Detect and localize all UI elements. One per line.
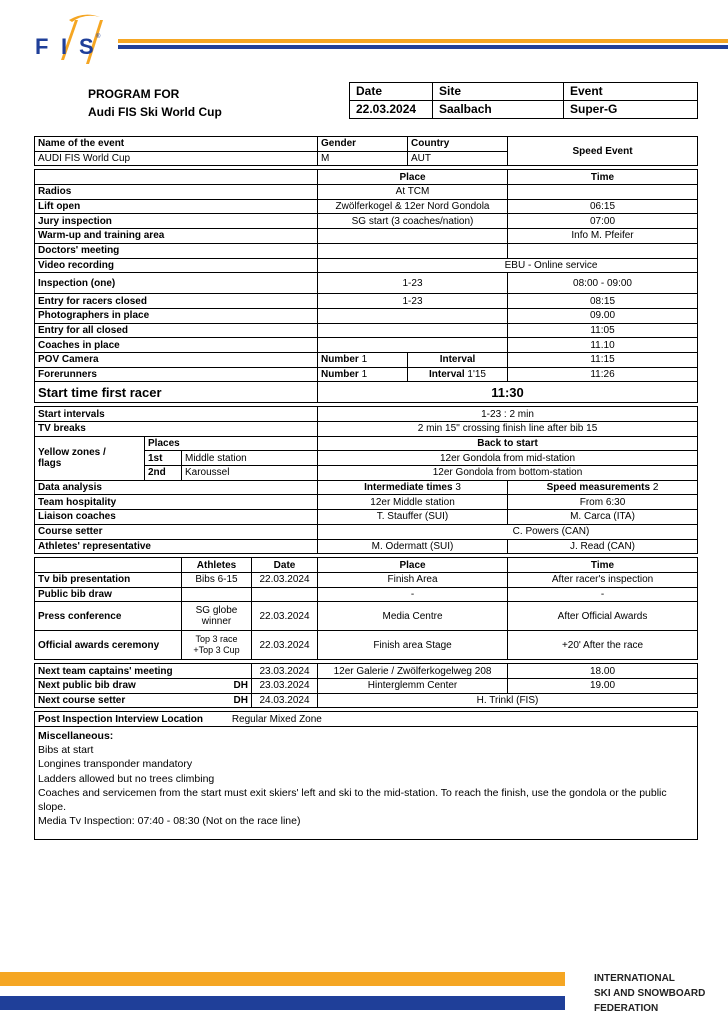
awards-place: Finish area Stage — [318, 631, 508, 660]
ceremony-label: Public bib draw — [35, 587, 182, 602]
press-place: Media Centre — [318, 602, 508, 631]
start-intervals-value: 1-23 : 2 min — [318, 407, 698, 422]
start-time-value: 11:30 — [318, 382, 698, 403]
schedule-time: 09.00 — [508, 308, 698, 323]
schedule-place — [318, 243, 508, 258]
next-setter-date: 24.03.2024 — [252, 693, 318, 708]
press-label: Press conference — [35, 602, 182, 631]
forerunners-row — [35, 367, 698, 382]
schedule-place — [318, 323, 508, 338]
post-inspection-label: Post Inspection Interview Location — [38, 713, 204, 725]
logo-letter-i: I — [61, 34, 68, 59]
yellow-zones-label: Yellow zones / flags — [35, 436, 145, 480]
schedule-label: Inspection (one) — [35, 273, 318, 294]
team-hospitality-place: 12er Middle station — [318, 495, 508, 510]
start-intervals-row — [35, 407, 698, 422]
ceremony-time-header: Time — [508, 558, 698, 573]
schedule-label: Doctors' meeting — [35, 243, 318, 258]
next-place: Hinterglemm Center — [318, 678, 508, 693]
forerunners-interval: Interval 1'15 — [408, 367, 508, 382]
zone-back: 12er Gondola from mid-station — [318, 451, 698, 466]
next-setter-label: Next course setter — [35, 693, 182, 708]
data-analysis-label: Data analysis — [35, 480, 318, 495]
misc-line: Coaches and servicemen from the start must exit skiers' left and ski to the mid-station. To reach the finish, use the gondola or the public slope. — [38, 786, 667, 814]
event-value: Super-G — [564, 101, 698, 119]
schedule-row — [35, 229, 698, 244]
gender-label: Gender — [318, 137, 408, 152]
press-athletes: SG globe winner — [182, 602, 252, 631]
misc-line: Ladders allowed but no trees climbing — [38, 772, 215, 785]
schedule-place — [318, 338, 508, 353]
pov-label: POV Camera — [35, 352, 318, 367]
time-header: Time — [508, 170, 698, 185]
awards-date: 22.03.2024 — [252, 631, 318, 660]
next-course-setter-row — [35, 693, 698, 708]
schedule-label: Photographers in place — [35, 308, 318, 323]
forerunners-number: Number 1 — [318, 367, 408, 382]
next-label: Next team captains' meeting — [35, 664, 182, 679]
ceremony-athletes: Bibs 6-15 — [182, 572, 252, 587]
schedule-place: Zwölferkogel & 12er Nord Gondola — [318, 199, 508, 214]
logo-letter-s: S — [79, 34, 94, 59]
video-value: EBU - Online service — [318, 258, 698, 273]
schedule-place — [318, 229, 508, 244]
schedule-row — [35, 323, 698, 338]
schedule-place: SG start (3 coaches/nation) — [318, 214, 508, 229]
awards-row — [35, 631, 698, 660]
header-stripe-blue — [118, 45, 728, 49]
tv-breaks-value: 2 min 15'' crossing finish line after bib 15 — [318, 422, 698, 437]
press-time: After Official Awards — [508, 602, 698, 631]
misc-line: Longines transponder mandatory — [38, 758, 193, 771]
back-to-start-label: Back to start — [318, 436, 698, 451]
video-label: Video recording — [35, 258, 318, 273]
zone-back: 12er Gondola from bottom-station — [318, 466, 698, 481]
header-table — [349, 82, 698, 119]
ceremony-date: 22.03.2024 — [252, 572, 318, 587]
footer-stripe-blue — [0, 996, 565, 1010]
misc-line: Bibs at start — [38, 744, 94, 757]
ceremony-label: Tv bib presentation — [35, 572, 182, 587]
yellow-zones-row — [35, 436, 698, 451]
liaison-a: T. Stauffer (SUI) — [318, 510, 508, 525]
misc-label: Miscellaneous: — [38, 730, 114, 742]
awards-label: Official awards ceremony — [35, 631, 182, 660]
team-hospitality-time: From 6:30 — [508, 495, 698, 510]
ceremony-date — [252, 587, 318, 602]
tv-breaks-row — [35, 422, 698, 437]
country-value: AUT — [408, 151, 508, 166]
team-hospitality-label: Team hospitality — [35, 495, 318, 510]
next-label: Next public bib draw — [35, 678, 182, 693]
header-stripe-orange — [118, 39, 728, 43]
federation-line2: SKI AND SNOWBOARD — [594, 988, 706, 999]
next-place: 12er Galerie / Zwölferkogelweg 208 — [318, 664, 508, 679]
schedule-row — [35, 199, 698, 214]
program-line1: PROGRAM FOR — [88, 87, 180, 101]
start-time-label: Start time first racer — [35, 382, 318, 403]
gender-value: M — [318, 151, 408, 166]
next-setter-dh: DH — [182, 693, 252, 708]
next-setter-value: H. Trinkl (FIS) — [318, 693, 698, 708]
schedule-time: Info M. Pfeifer — [508, 229, 698, 244]
federation-name — [594, 971, 705, 1016]
course-setter-value: C. Powers (CAN) — [318, 524, 698, 539]
ceremony-place-header: Place — [318, 558, 508, 573]
speed-measurements: Speed measurements 2 — [508, 480, 698, 495]
schedule-corner — [35, 170, 318, 185]
awards-time: +20' After the race — [508, 631, 698, 660]
next-time: 19.00 — [508, 678, 698, 693]
place-header: Place — [318, 170, 508, 185]
athletes-rep-a: M. Odermatt (SUI) — [318, 539, 508, 554]
schedule-place — [318, 308, 508, 323]
data-analysis-row — [35, 480, 698, 495]
schedule-time: 08:15 — [508, 294, 698, 309]
next-row — [35, 664, 698, 679]
footer-stripe-orange — [0, 972, 565, 986]
zone-place: Karoussel — [182, 466, 318, 481]
zone-rank: 1st — [145, 451, 182, 466]
ceremony-time: After racer's inspection — [508, 572, 698, 587]
next-dh: DH — [182, 678, 252, 693]
country-label: Country — [408, 137, 508, 152]
forerunners-time: 11:26 — [508, 367, 698, 382]
schedule-time: 11:05 — [508, 323, 698, 338]
tv-breaks-label: TV breaks — [35, 422, 318, 437]
ceremony-corner — [35, 558, 182, 573]
fis-logo — [34, 8, 110, 66]
schedule-time: 07:00 — [508, 214, 698, 229]
schedule-place: 1-23 — [318, 273, 508, 294]
pov-row — [35, 352, 698, 367]
pov-number: Number 1 — [318, 352, 408, 367]
schedule-time — [508, 185, 698, 200]
schedule-label: Entry for racers closed — [35, 294, 318, 309]
next-time: 18.00 — [508, 664, 698, 679]
ceremony-place: Finish Area — [318, 572, 508, 587]
next-date: 23.03.2024 — [252, 678, 318, 693]
ceremony-row — [35, 572, 698, 587]
forerunners-label: Forerunners — [35, 367, 318, 382]
schedule-label: Radios — [35, 185, 318, 200]
schedule-label: Jury inspection — [35, 214, 318, 229]
next-row — [35, 678, 698, 693]
course-setter-label: Course setter — [35, 524, 318, 539]
course-setter-row — [35, 524, 698, 539]
start-intervals-label: Start intervals — [35, 407, 318, 422]
team-hospitality-row — [35, 495, 698, 510]
schedule-label: Entry for all closed — [35, 323, 318, 338]
athletes-rep-row — [35, 539, 698, 554]
liaison-b: M. Carca (ITA) — [508, 510, 698, 525]
next-date: 23.03.2024 — [252, 664, 318, 679]
schedule-place: 1-23 — [318, 294, 508, 309]
athletes-header: Athletes — [182, 558, 252, 573]
schedule-time: 06:15 — [508, 199, 698, 214]
ceremony-time: - — [508, 587, 698, 602]
press-conference-row — [35, 602, 698, 631]
event-name: AUDI FIS World Cup — [35, 151, 318, 166]
schedule-time — [508, 243, 698, 258]
next-dh — [182, 664, 252, 679]
athletes-rep-label: Athletes' representative — [35, 539, 318, 554]
schedule-row — [35, 338, 698, 353]
ceremony-row — [35, 587, 698, 602]
places-label: Places — [145, 436, 318, 451]
post-inspection — [35, 712, 698, 727]
date-header: Date — [252, 558, 318, 573]
start-time-row — [35, 382, 698, 403]
pov-time: 11:15 — [508, 352, 698, 367]
liaison-row — [35, 510, 698, 525]
program-table — [34, 136, 698, 840]
press-date: 22.03.2024 — [252, 602, 318, 631]
schedule-label: Warm-up and training area — [35, 229, 318, 244]
miscellaneous — [35, 727, 698, 840]
zone-rank: 2nd — [145, 466, 182, 481]
misc-row — [35, 727, 698, 840]
schedule-label: Coaches in place — [35, 338, 318, 353]
schedule-row — [35, 273, 698, 294]
date-label: Date — [350, 83, 433, 101]
schedule-row — [35, 243, 698, 258]
federation-line1: INTERNATIONAL — [594, 973, 675, 984]
schedule-row — [35, 214, 698, 229]
event-label: Event — [564, 83, 698, 101]
awards-athletes: Top 3 race +Top 3 Cup — [182, 631, 252, 660]
liaison-label: Liaison coaches — [35, 510, 318, 525]
schedule-row — [35, 294, 698, 309]
program-title — [88, 85, 222, 121]
intermediate-times: Intermediate times 3 — [318, 480, 508, 495]
schedule-place: At TCM — [318, 185, 508, 200]
post-inspection-value: Regular Mixed Zone — [231, 713, 322, 725]
schedule-time: 08:00 - 09:00 — [508, 273, 698, 294]
misc-line: Media Tv Inspection: 07:40 - 08:30 (Not on the race line) — [38, 815, 301, 828]
event-name-label: Name of the event — [35, 137, 318, 152]
video-row — [35, 258, 698, 273]
event-info-row — [35, 137, 698, 152]
site-label: Site — [433, 83, 564, 101]
speed-event: Speed Event — [508, 137, 698, 166]
schedule-label: Lift open — [35, 199, 318, 214]
schedule-row — [35, 308, 698, 323]
schedule-time: 11.10 — [508, 338, 698, 353]
zone-place: Middle station — [182, 451, 318, 466]
site-value: Saalbach — [433, 101, 564, 119]
pov-interval: Interval — [408, 352, 508, 367]
ceremony-place: - — [318, 587, 508, 602]
logo-reg-mark: ® — [96, 34, 101, 40]
logo-letter-f: F — [35, 34, 49, 59]
post-inspection-row — [35, 712, 698, 727]
date-value: 22.03.2024 — [350, 101, 433, 119]
athletes-rep-b: J. Read (CAN) — [508, 539, 698, 554]
ceremony-header-row — [35, 558, 698, 573]
program-line2: Audi FIS Ski World Cup — [88, 105, 222, 119]
schedule-row — [35, 185, 698, 200]
ceremony-athletes — [182, 587, 252, 602]
federation-line3: FEDERATION — [594, 1003, 659, 1014]
